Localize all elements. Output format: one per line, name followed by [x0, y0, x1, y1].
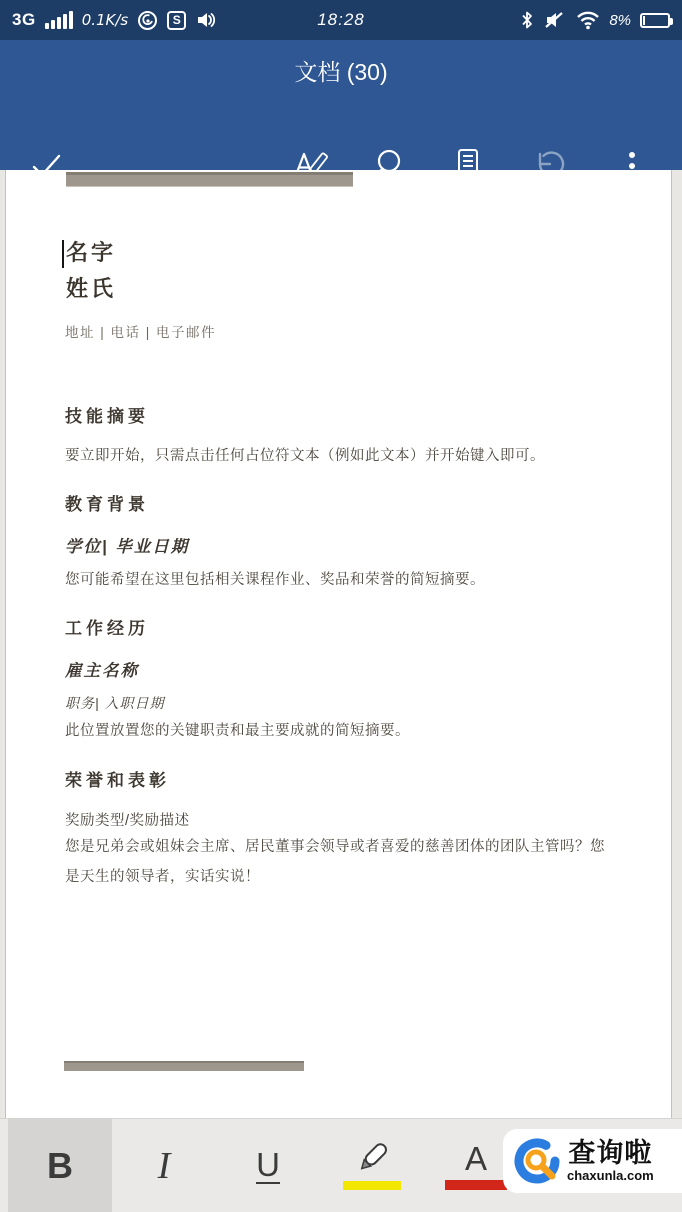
music-notification-icon [137, 10, 158, 31]
speaker-icon [195, 10, 217, 30]
clock-label: 18:28 [317, 10, 365, 29]
watermark-name: 查询啦 [568, 1138, 653, 1168]
last-name-placeholder[interactable]: 姓氏 [66, 276, 117, 301]
bold-icon: B [47, 1145, 73, 1186]
watermark-url: chaxunla.com [567, 1168, 654, 1183]
underline-button[interactable] [216, 1119, 320, 1212]
bold-button[interactable] [8, 1119, 112, 1212]
highlight-color-swatch [343, 1181, 401, 1190]
wifi-icon [576, 11, 600, 30]
highlighter-icon [346, 1143, 398, 1183]
first-name-placeholder[interactable]: 名字 [66, 240, 117, 265]
highlight-button[interactable] [320, 1119, 424, 1212]
mute-icon [543, 10, 567, 30]
network-type-label: 3G [12, 10, 36, 29]
watermark-badge [503, 1129, 682, 1193]
status-bar [0, 0, 682, 40]
contact-placeholder[interactable]: 地址 | 电话 | 电子邮件 [65, 325, 217, 340]
app-header [0, 40, 682, 170]
document-page[interactable] [5, 170, 672, 1118]
honors-body[interactable]: 您是兄弟会或姐妹会主席、居民董事会领导或者喜爱的慈善团体的团队主管吗？您是天生的领导者，实话实说！ [65, 839, 605, 885]
text-cursor [62, 240, 64, 268]
document-title: 文档 (30) [294, 59, 388, 85]
work-body[interactable]: 此位置放置您的关键职责和最主要成就的简短摘要。 [65, 723, 410, 739]
chaxunla-logo-icon [511, 1135, 563, 1187]
s-app-notification-icon: S [167, 11, 186, 30]
battery-percent-label: 8% [609, 11, 631, 29]
education-heading[interactable]: 教育背景 [65, 495, 149, 514]
network-speed-label: 0.1K/s [81, 11, 129, 29]
template-bottom-rule [64, 1061, 304, 1071]
employer-placeholder[interactable]: 雇主名称 [65, 662, 139, 680]
signal-strength-icon [45, 11, 73, 29]
status-right-group [520, 10, 670, 30]
document-area [0, 170, 682, 1118]
bluetooth-icon [520, 10, 534, 30]
font-color-icon: A [464, 1139, 487, 1177]
battery-icon [640, 13, 670, 28]
template-top-rule [66, 172, 353, 187]
italic-icon: I [157, 1145, 171, 1187]
job-title-placeholder[interactable]: 职务| 入职日期 [65, 695, 165, 711]
underline-icon: U [256, 1145, 280, 1183]
education-body[interactable]: 您可能希望在这里包括相关课程作业、奖品和荣誉的简短摘要。 [65, 572, 485, 588]
honors-heading[interactable]: 荣誉和表彰 [65, 771, 170, 790]
award-type-placeholder[interactable]: 奖励类型/奖励描述 [65, 813, 190, 829]
watermark-text [567, 1140, 654, 1182]
font-color-swatch [445, 1180, 507, 1190]
skills-body[interactable]: 要立即开始，只需点击任何占位符文本（例如此文本）并开始键入即可。 [65, 448, 545, 464]
italic-button[interactable] [112, 1119, 216, 1212]
status-left-group [12, 10, 217, 31]
skills-heading[interactable]: 技能摘要 [65, 407, 149, 426]
degree-placeholder[interactable]: 学位| 毕业日期 [65, 538, 190, 556]
work-heading[interactable]: 工作经历 [65, 619, 149, 638]
